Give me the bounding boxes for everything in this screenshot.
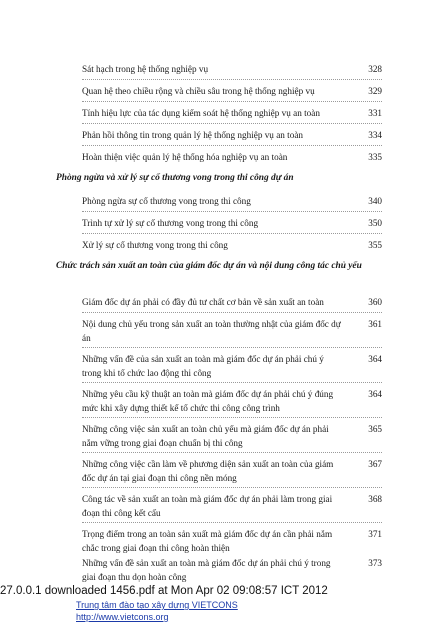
- toc-entry-page: 364: [368, 389, 382, 399]
- toc-entry: [82, 150, 382, 164]
- toc-entry-page: 329: [368, 86, 382, 96]
- toc-entry-title: Phòng ngừa sự cố thương vong trong thi công: [82, 196, 251, 206]
- toc-entry-page: 331: [368, 108, 382, 118]
- toc-entry: [82, 106, 382, 120]
- toc-entry: [82, 238, 382, 252]
- toc-entry-title: Những công việc sản xuất an toàn chủ yếu mà giám đốc dự án phải nắm vững trong giai đoạn chuẩn bị thi công: [82, 424, 329, 448]
- toc-entry-title: Trọng điểm trong an toàn sản xuất mà giám đốc dự án cần phải nắm chắc trong giai đoạn thi công hoàn thiện: [82, 529, 333, 553]
- toc-entry-title: Giám đốc dự án phải có đầy đủ tư chất cơ bản về sản xuất an toàn: [82, 297, 324, 307]
- toc-entry-title: Tính hiệu lực của tác dụng kiểm soát hệ thống nghiệp vụ an toàn: [82, 108, 320, 118]
- toc-entry-title: Những vấn đề sản xuất an toàn mà giám đốc dự án phải chú ý trong giai đoạn thu dọn hoàn công: [82, 558, 331, 582]
- toc-entry-title: Phản hồi thông tin trong quản lý hệ thống nghiệp vụ an toàn: [82, 130, 303, 140]
- toc-entry-page: 355: [368, 240, 382, 250]
- toc-entry: [82, 387, 382, 415]
- toc-entry-title: Những vấn đề của sản xuất an toàn mà giám đốc dự án phải chú ý trong khi tổ chức lao động thi công: [82, 354, 324, 378]
- toc-entry-title: Quan hệ theo chiều rộng và chiều sâu trong hệ thống nghiệp vụ: [82, 86, 315, 96]
- toc-entry-page: 365: [368, 424, 382, 434]
- dotted-divider: [82, 233, 382, 234]
- toc-entry: [82, 352, 382, 380]
- toc-entry: [82, 84, 382, 98]
- toc-entry: [82, 556, 382, 584]
- org-link[interactable]: Trung tâm đào tạo xây dựng VIETCONS: [76, 600, 238, 610]
- toc-entry-page: 340: [368, 196, 382, 206]
- toc-entry-title: Sát hạch trong hệ thống nghiệp vụ: [82, 64, 209, 74]
- toc-entry-page: 335: [368, 152, 382, 162]
- toc-entry-page: 364: [368, 354, 382, 364]
- dotted-divider: [82, 452, 382, 453]
- toc-entry-page: 350: [368, 218, 382, 228]
- dotted-divider: [82, 79, 382, 80]
- toc-entry: [82, 527, 382, 555]
- toc-entry: [82, 295, 382, 309]
- toc-entry-page: 367: [368, 459, 382, 469]
- dotted-divider: [82, 347, 382, 348]
- toc-entry-page: 360: [368, 297, 382, 307]
- toc-entry-page: 373: [368, 558, 382, 568]
- toc-entry-title: Hoàn thiện việc quản lý hệ thống hóa nghiệp vụ an toàn: [82, 152, 288, 162]
- toc-entry-page: 368: [368, 494, 382, 504]
- toc-entry-title: Nội dung chủ yếu trong sản xuất an toàn thường nhật của giám đốc dự án: [82, 319, 341, 343]
- dotted-divider: [82, 123, 382, 124]
- toc-entry: [82, 216, 382, 230]
- dotted-divider: [82, 522, 382, 523]
- toc-entry: [82, 317, 382, 345]
- toc-entry-title: Những yêu cầu kỹ thuật an toàn mà giám đốc dự án phải chú ý đúng mức khi xây dựng thiết kế tổ chức thi công công trình: [82, 389, 334, 413]
- dotted-divider: [82, 417, 382, 418]
- dotted-divider: [82, 382, 382, 383]
- section-heading: Chức trách sản xuất an toàn của giám đốc dự án và nội dung công tác chủ yếu: [56, 261, 362, 271]
- website-link[interactable]: http://www.vietcons.org: [76, 612, 169, 622]
- toc-entry-title: Trình tự xử lý sự cố thương vong trong thi công: [82, 218, 259, 228]
- toc-entry-page: 361: [368, 319, 382, 329]
- toc-entry: [82, 128, 382, 142]
- toc-entry: [82, 62, 382, 76]
- toc-entry-page: 334: [368, 130, 382, 140]
- dotted-divider: [82, 312, 382, 313]
- toc-entry-title: Công tác về sản xuất an toàn mà giám đốc dự án phải làm trong giai đoạn thi công kết cấu: [82, 494, 333, 518]
- toc-entry: [82, 492, 382, 520]
- dotted-divider: [82, 211, 382, 212]
- dotted-divider: [82, 487, 382, 488]
- toc-entry: [82, 194, 382, 208]
- dotted-divider: [82, 145, 382, 146]
- toc-entry-page: 328: [368, 64, 382, 74]
- toc-entry: [82, 422, 382, 450]
- section-heading: Phòng ngừa và xử lý sự cố thương vong trong thi công dự án: [56, 173, 294, 183]
- toc-entry-page: 371: [368, 529, 382, 539]
- dotted-divider: [82, 101, 382, 102]
- download-stamp: 27.0.0.1 downloaded 1456.pdf at Mon Apr 02 09:08:57 ICT 2012: [0, 585, 328, 597]
- toc-entry-title: Những công việc cần làm về phương diện sản xuất an toàn của giám đốc dự án tại giai đoạn thi công nền móng: [82, 459, 334, 483]
- toc-entry: [82, 457, 382, 485]
- toc-entry-title: Xử lý sự cố thương vong trong thi công: [82, 240, 228, 250]
